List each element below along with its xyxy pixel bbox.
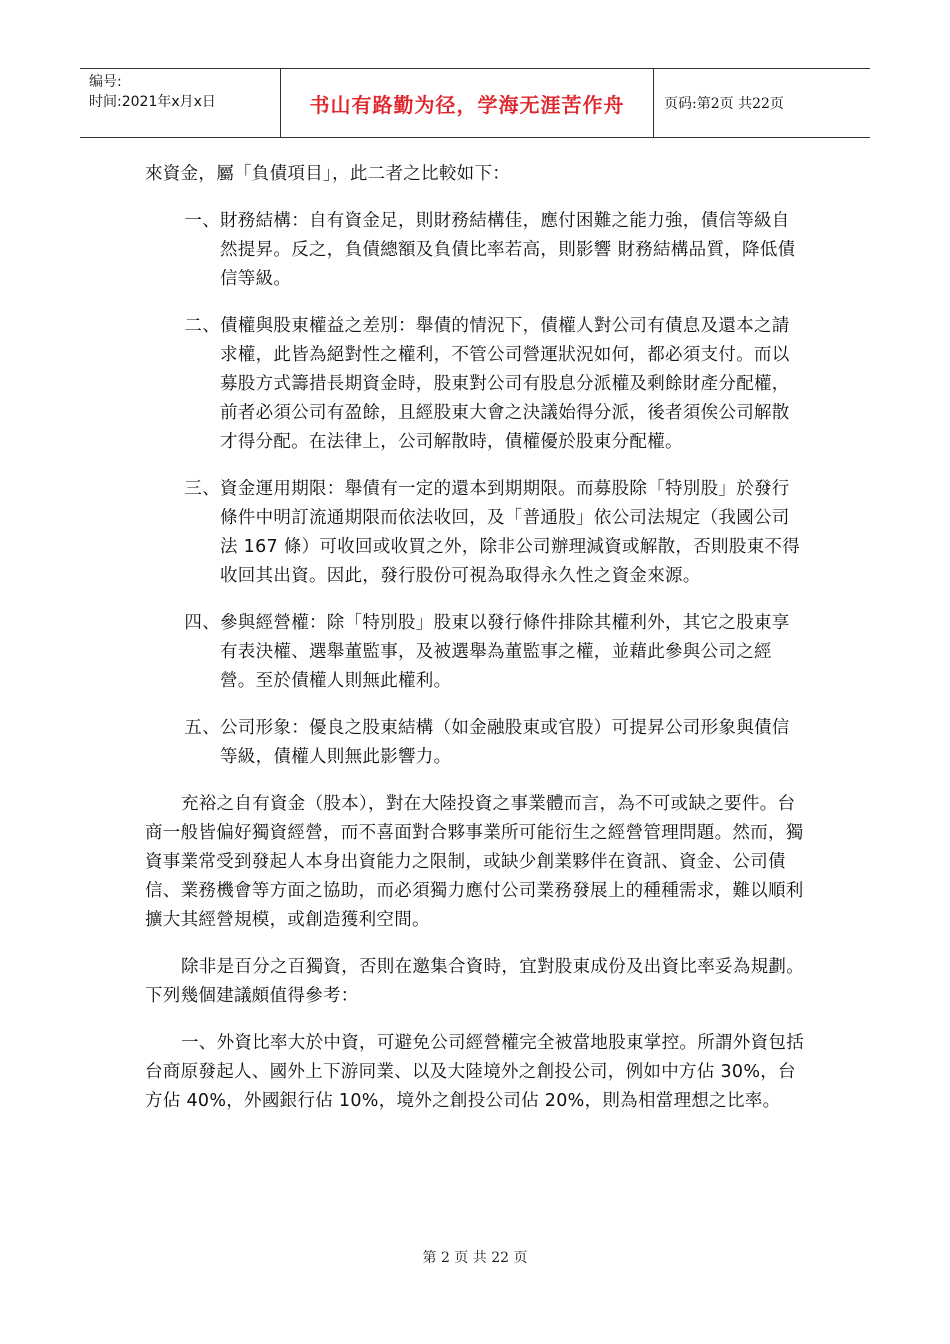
list-item-text: 財務結構：自有資金足，則財務結構佳，應付困難之能力強，債信等級自然提昇。反之，負債總額及負債比率若高，則影響 財務結構品質，降低債信等級。: [220, 211, 796, 289]
list-item-number: 一、: [184, 211, 220, 231]
body-paragraph: 充裕之自有資金（股本），對在大陸投資之事業體而言，為不可或缺之要件。台商一般皆偏好獨資經營，而不喜面對合夥事業所可能衍生之經營管理問題。然而，獨資事業常受到發起人本身出資能力之限制，或缺少創業夥伴在資訊、資金、公司債信、業務機會等方面之協助，而必須獨力應付公司業務發展上的種種需求，難以順利擴大其經營規模，或創造獲利空間。: [145, 794, 804, 930]
list-item-text: 資金運用期限：舉債有一定的還本到期期限。而募股除「特別股」於發行條件中明訂流通期限而依法收回，及「普通股」依公司法規定（我國公司法 167 條）可收回或收買之外，除非公司辦理減資或解散，否則股東不得收回其出資。因此，發行股份可視為取得永久性之資金來源。: [220, 479, 801, 586]
list-item: [145, 207, 805, 294]
body-paragraph: 除非是百分之百獨資，否則在邀集合資時，宜對股東成份及出資比率妥為規劃。下列幾個建議頗值得參考：: [145, 957, 804, 1006]
header-meta: [80, 69, 281, 137]
list-item-number: 三、: [184, 479, 220, 499]
document-body: [145, 160, 805, 1116]
header-motto: 书山有路勤为径，学海无涯苦作舟: [281, 69, 654, 137]
list-item-number: 四、: [184, 613, 220, 633]
list-item: [145, 714, 805, 772]
page-header: [80, 68, 870, 138]
list-item: [145, 609, 805, 696]
list-item-text: 債權與股東權益之差別：舉債的情況下，債權人對公司有債息及還本之請求權，此皆為絕對性之權利，不管公司營運狀況如何，都必須支付。而以募股方式籌措長期資金時，股東對公司有股息分派權及剩餘財產分配權，前者必須公司有盈餘，且經股東大會之決議始得分派，後者須俟公司解散才得分配。在法律上，公司解散時，債權優於股東分配權。: [220, 316, 790, 452]
header-date-label: 时间:2021年x月x日: [89, 94, 216, 110]
list-item: [145, 312, 805, 457]
list-item-text: 公司形象：優良之股東結構（如金融股東或官股）可提昇公司形象與債信等級，債權人則無此影響力。: [220, 718, 790, 767]
intro-paragraph: 來資金，屬「負債項目」，此二者之比較如下：: [145, 164, 511, 184]
list-item: [145, 475, 805, 591]
header-page-label: 页码:第2页 共22页: [664, 96, 784, 112]
list-item-number: 二、: [184, 316, 220, 336]
header-number-label: 编号:: [89, 74, 122, 90]
list-item-number: 五、: [184, 718, 220, 738]
page-footer: 第 2 页 共 22 页: [422, 1250, 528, 1266]
body-paragraph: 一、外資比率大於中資，可避免公司經營權完全被當地股東掌控。所謂外資包括台商原發起人、國外上下游同業、以及大陸境外之創投公司，例如中方佔 30%，台方佔 40%，外國銀行佔 10%，境外之創投公司佔 20%，則為相當理想之比率。: [145, 1033, 804, 1111]
list-item-text: 參與經營權：除「特別股」股東以發行條件排除其權利外，其它之股東享有表決權、選舉董監事，及被選舉為董監事之權，並藉此參與公司之經營。至於債權人則無此權利。: [220, 613, 790, 691]
